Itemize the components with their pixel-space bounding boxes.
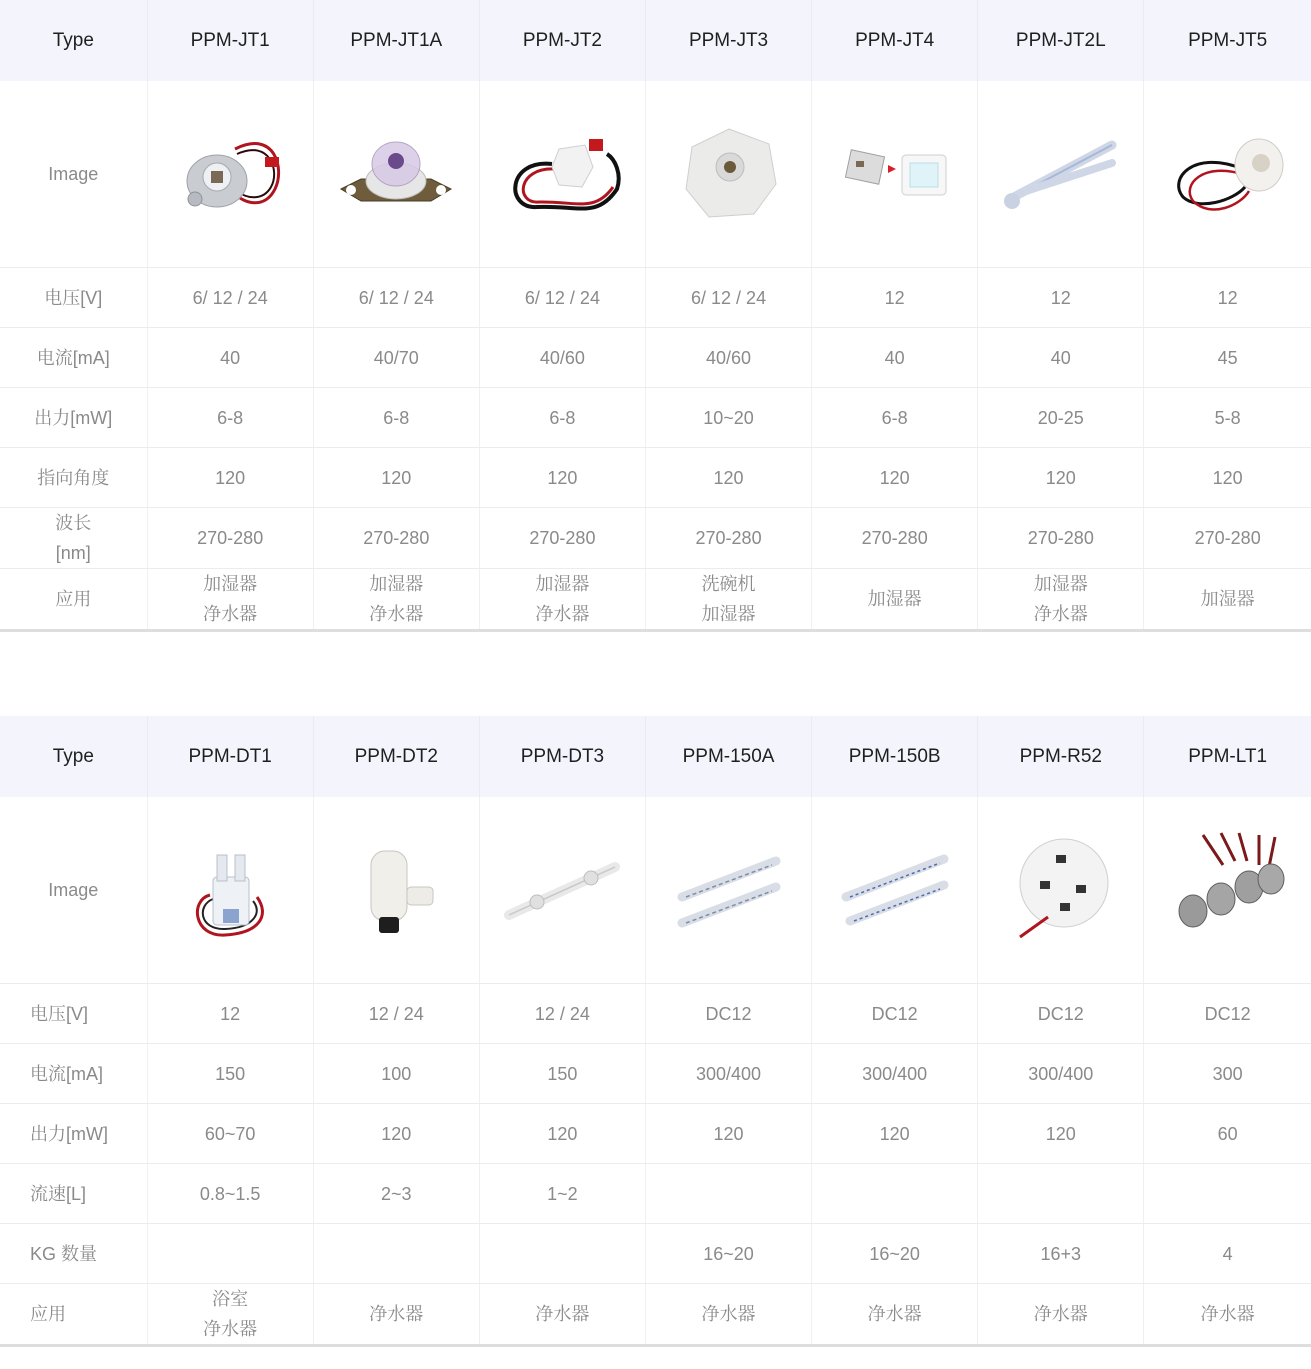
cell-line: 净水器	[369, 1304, 424, 1324]
model-header: PPM-JT3	[645, 0, 811, 81]
header-row	[0, 716, 1311, 797]
spec-cell	[812, 1164, 978, 1224]
uv-led-cluster-image	[1163, 825, 1293, 955]
product-image-cell	[645, 797, 811, 984]
product-image-cell	[812, 81, 978, 268]
spec-cell	[978, 1164, 1144, 1224]
product-image-cell	[812, 797, 978, 984]
cell-line: 净水器	[535, 1304, 590, 1324]
spec-cell	[645, 1284, 811, 1346]
spec-row	[0, 508, 1311, 569]
spec-row	[0, 328, 1311, 388]
label-line: [nm]	[55, 543, 91, 563]
spec-cell	[479, 1284, 645, 1346]
product-image-cell	[147, 797, 313, 984]
spec-cell: 120	[479, 1104, 645, 1164]
spec-cell: 12	[147, 984, 313, 1044]
spec-cell: 16+3	[978, 1224, 1144, 1284]
cell-line: 加湿器	[1200, 589, 1255, 609]
spec-cell: 40/60	[479, 328, 645, 388]
uv-led-board-cover-image	[830, 109, 960, 239]
spec-cell: 6/ 12 / 24	[147, 268, 313, 328]
spec-cell: 300/400	[978, 1044, 1144, 1104]
spec-cell: 6-8	[479, 388, 645, 448]
spec-cell	[645, 1164, 811, 1224]
model-header: PPM-JT5	[1144, 0, 1311, 81]
spec-row-label: 电压[V]	[0, 268, 147, 328]
spec-cell	[1144, 569, 1311, 631]
product-image-cell	[147, 81, 313, 268]
spec-cell: 12	[812, 268, 978, 328]
product-image-cell	[479, 81, 645, 268]
spec-cell: 150	[147, 1044, 313, 1104]
spec-cell	[1144, 1284, 1311, 1346]
cell-line: 净水器	[867, 1304, 922, 1324]
spec-cell: 0.8~1.5	[147, 1164, 313, 1224]
cell-line: 净水器	[701, 1304, 756, 1324]
spec-row-label: 电流[mA]	[0, 328, 147, 388]
product-image-cell	[978, 81, 1144, 268]
spec-cell: 2~3	[313, 1164, 479, 1224]
spec-cell: 6-8	[313, 388, 479, 448]
spec-row-label	[0, 508, 147, 569]
type-header: Type	[52, 745, 94, 767]
spec-cell: DC12	[1144, 984, 1311, 1044]
spec-cell: DC12	[645, 984, 811, 1044]
spec-cell: 6-8	[812, 388, 978, 448]
spec-cell: 12	[978, 268, 1144, 328]
spec-cell	[479, 569, 645, 631]
product-image-cell	[1144, 81, 1311, 268]
model-header: PPM-JT2L	[978, 0, 1144, 81]
spec-row-label: 应用	[0, 1284, 147, 1346]
uv-led-faucet-module-image	[331, 825, 461, 955]
model-header: PPM-DT3	[479, 716, 645, 797]
spec-cell: 270-280	[147, 508, 313, 569]
spec-row-label: 电流[mA]	[0, 1044, 147, 1104]
spec-row-label: 出力[mW]	[0, 1104, 147, 1164]
spec-table-jt-series	[0, 0, 1311, 632]
uv-lamp-pair-b-image	[830, 825, 960, 955]
label-line: 波长	[55, 513, 92, 533]
cell-line: 加湿器	[1033, 574, 1088, 594]
cell-line: 净水器	[535, 604, 590, 624]
spec-cell: 40/60	[645, 328, 811, 388]
spec-table-dt-series	[0, 716, 1311, 1347]
model-header: PPM-JT4	[812, 0, 978, 81]
spec-cell: 120	[812, 1104, 978, 1164]
product-image-cell	[313, 81, 479, 268]
image-row	[0, 797, 1311, 984]
spec-cell: 120	[645, 448, 811, 508]
model-header: PPM-JT2	[479, 0, 645, 81]
spec-cell: 300/400	[645, 1044, 811, 1104]
spec-cell: 1~2	[479, 1164, 645, 1224]
spec-row-label: 出力[mW]	[0, 388, 147, 448]
spec-row	[0, 1224, 1311, 1284]
spec-cell: 300	[1144, 1044, 1311, 1104]
cell-line: 加湿器	[535, 574, 590, 594]
cell-line: 浴室	[212, 1289, 249, 1309]
spec-cell: 16~20	[812, 1224, 978, 1284]
spec-cell: 6/ 12 / 24	[479, 268, 645, 328]
spec-cell: DC12	[812, 984, 978, 1044]
product-image-cell	[1144, 797, 1311, 984]
spec-cell: 45	[1144, 328, 1311, 388]
cell-line: 加湿器	[369, 574, 424, 594]
model-header: PPM-150B	[812, 716, 978, 797]
spec-cell	[313, 569, 479, 631]
header-row	[0, 0, 1311, 81]
spec-cell: DC12	[978, 984, 1144, 1044]
spec-cell: 120	[313, 1104, 479, 1164]
spec-row-label: 流速[L]	[0, 1164, 147, 1224]
spec-cell: 60	[1144, 1104, 1311, 1164]
spec-cell: 10~20	[645, 388, 811, 448]
spec-cell: 120	[812, 448, 978, 508]
spec-cell	[645, 569, 811, 631]
model-header: PPM-R52	[978, 716, 1144, 797]
spec-cell: 270-280	[313, 508, 479, 569]
spec-cell: 40	[812, 328, 978, 388]
uv-led-module-black-red-image	[497, 109, 627, 239]
spec-cell: 6/ 12 / 24	[645, 268, 811, 328]
spec-cell	[812, 569, 978, 631]
spec-cell: 120	[978, 448, 1144, 508]
spec-cell: 120	[645, 1104, 811, 1164]
spec-row	[0, 1284, 1311, 1346]
spec-cell: 12	[1144, 268, 1311, 328]
spec-row	[0, 448, 1311, 508]
uv-led-bath-module-image	[165, 825, 295, 955]
spec-cell: 270-280	[645, 508, 811, 569]
spec-cell	[147, 569, 313, 631]
cell-line: 净水器	[1033, 1304, 1088, 1324]
image-row-label: Image	[0, 797, 147, 984]
spec-row	[0, 1104, 1311, 1164]
spec-cell	[978, 569, 1144, 631]
cell-line: 净水器	[1200, 1304, 1255, 1324]
spec-cell: 6/ 12 / 24	[313, 268, 479, 328]
spec-cell: 120	[978, 1104, 1144, 1164]
spec-cell	[978, 1284, 1144, 1346]
spec-cell	[147, 1224, 313, 1284]
spec-cell: 40/70	[313, 328, 479, 388]
product-image-cell	[313, 797, 479, 984]
image-row-label: Image	[0, 81, 147, 268]
cell-line: 加湿器	[867, 589, 922, 609]
uv-lamp-pair-a-image	[664, 825, 794, 955]
model-header: PPM-LT1	[1144, 716, 1311, 797]
uv-led-flanged-image	[331, 109, 461, 239]
product-image-cell	[978, 797, 1144, 984]
cell-line: 净水器	[369, 604, 424, 624]
spec-cell: 120	[147, 448, 313, 508]
type-header: Type	[52, 29, 94, 51]
spec-cell: 20-25	[978, 388, 1144, 448]
spec-cell	[479, 1224, 645, 1284]
uv-led-hex-image	[664, 109, 794, 239]
cell-line: 洗碗机	[701, 574, 756, 594]
cell-line: 净水器	[203, 604, 258, 624]
spec-cell	[1144, 1164, 1311, 1224]
model-header: PPM-JT1A	[313, 0, 479, 81]
spec-cell: 270-280	[812, 508, 978, 569]
spec-cell: 5-8	[1144, 388, 1311, 448]
cell-line: 净水器	[203, 1319, 258, 1339]
spec-cell	[313, 1284, 479, 1346]
spec-cell	[812, 1284, 978, 1346]
spec-cell: 120	[479, 448, 645, 508]
spec-cell: 4	[1144, 1224, 1311, 1284]
spec-cell: 120	[313, 448, 479, 508]
spec-cell: 16~20	[645, 1224, 811, 1284]
spec-cell: 60~70	[147, 1104, 313, 1164]
image-row	[0, 81, 1311, 268]
uv-led-module-image	[165, 109, 295, 239]
spec-cell: 12 / 24	[313, 984, 479, 1044]
spec-row	[0, 1044, 1311, 1104]
model-header: PPM-DT2	[313, 716, 479, 797]
spec-row-label: KG 数量	[0, 1224, 147, 1284]
spec-row	[0, 1164, 1311, 1224]
product-image-cell	[645, 81, 811, 268]
spec-cell: 150	[479, 1044, 645, 1104]
cell-line: 加湿器	[203, 574, 258, 594]
spec-cell: 120	[1144, 448, 1311, 508]
spec-cell	[313, 1224, 479, 1284]
spec-row	[0, 388, 1311, 448]
uv-led-double-tube-image	[996, 109, 1126, 239]
spec-cell: 300/400	[812, 1044, 978, 1104]
spec-cell: 270-280	[978, 508, 1144, 569]
uv-led-round-module-image	[1163, 109, 1293, 239]
spec-row	[0, 569, 1311, 631]
spec-cell: 100	[313, 1044, 479, 1104]
spec-cell	[147, 1284, 313, 1346]
model-header: PPM-150A	[645, 716, 811, 797]
spec-row	[0, 268, 1311, 328]
model-header: PPM-JT1	[147, 0, 313, 81]
spec-row-label: 电压[V]	[0, 984, 147, 1044]
uv-led-inline-tube-image	[497, 825, 627, 955]
cell-line: 加湿器	[701, 604, 756, 624]
product-image-cell	[479, 797, 645, 984]
uv-led-round-board-image	[996, 825, 1126, 955]
model-header: PPM-DT1	[147, 716, 313, 797]
spec-cell: 270-280	[479, 508, 645, 569]
spec-row	[0, 984, 1311, 1044]
cell-line: 净水器	[1033, 604, 1088, 624]
spec-cell: 270-280	[1144, 508, 1311, 569]
spec-cell: 6-8	[147, 388, 313, 448]
spec-cell: 40	[978, 328, 1144, 388]
spec-cell: 40	[147, 328, 313, 388]
spec-row-label: 指向角度	[0, 448, 147, 508]
spec-cell: 12 / 24	[479, 984, 645, 1044]
spec-row-label: 应用	[0, 569, 147, 631]
